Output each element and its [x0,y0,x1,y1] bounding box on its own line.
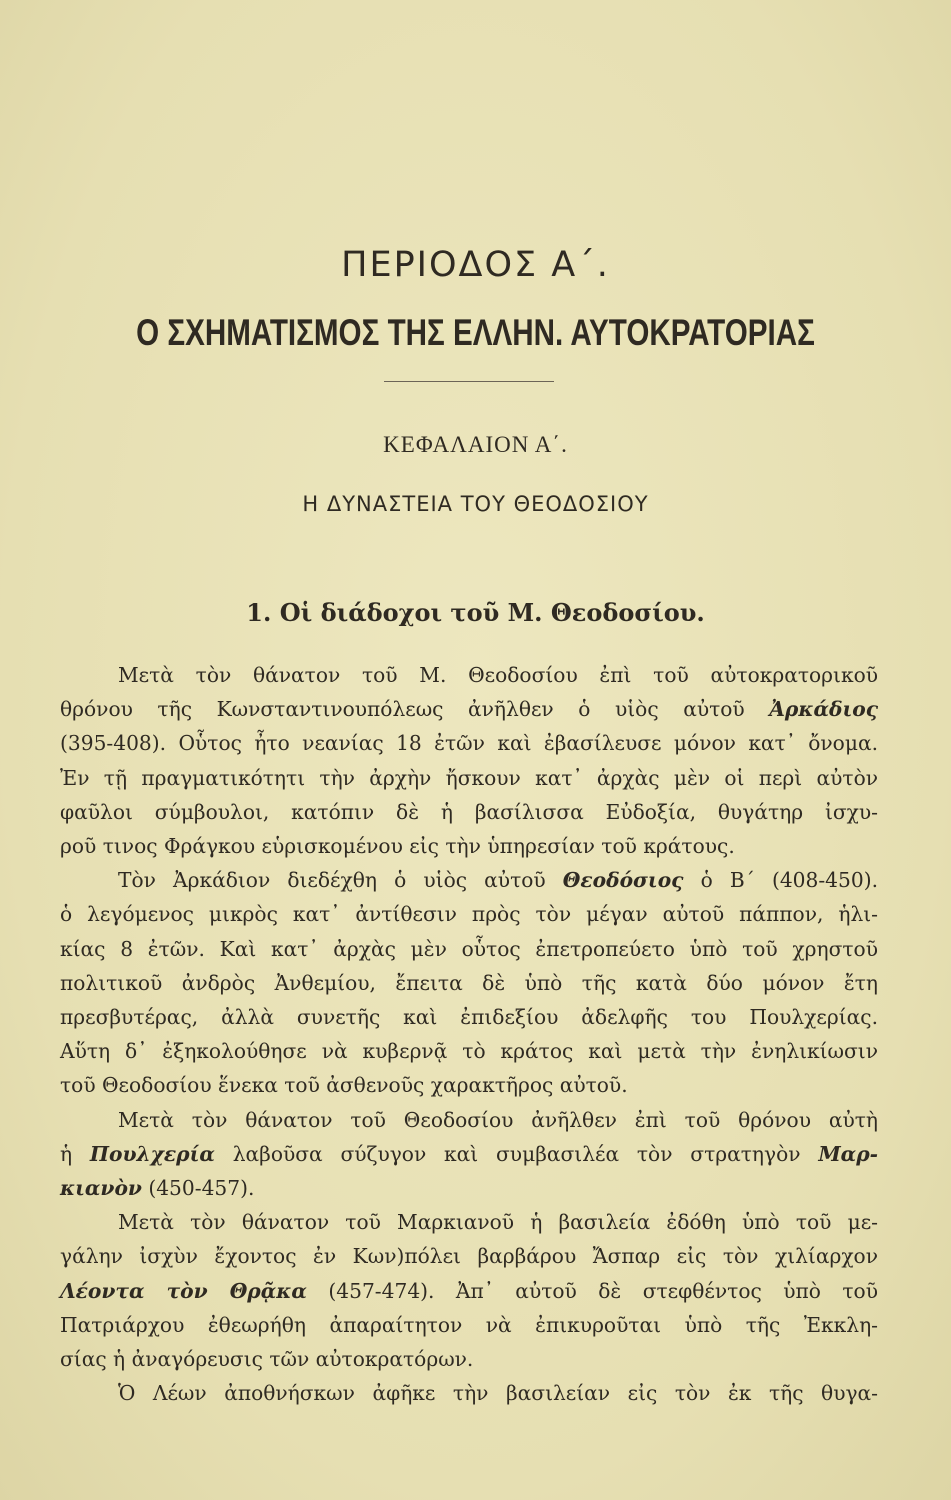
text-line: φαῦλοι σύμβουλοι, κατόπιν δὲ ἡ βασίλισσα Εὐδοξία, θυγάτηρ ἰσχυ- [60,799,878,824]
paragraph-1 [60,658,878,863]
text-line: Μετὰ τὸν θάνατον τοῦ Μ. Θεοδοσίου ἐπὶ τοῦ αὐτοκρατορικοῦ [118,663,878,687]
period-heading: ΠΕΡΙΟΔΟΣ Α΄. [341,245,610,285]
text-line: σίας ἡ ἀναγόρευσις τῶν αὐτοκρατόρων. [60,1347,474,1372]
text-line: Πατριάρχου ἐθεωρήθη ἀπαραίτητον νὰ ἐπικυροῦται ὑπὸ τῆς Ἐκκλη- [60,1312,878,1337]
person-name: Μαρ- [818,1141,879,1166]
paragraph-4 [60,1205,878,1376]
text-line: Μετὰ τὸν θάνατον τοῦ Θεοδοσίου ἀνῆλθεν ἐπὶ τοῦ θρόνου αὐτὴ [118,1107,878,1132]
text-line: Λέοντα τὸν Θρᾷκα (457-474). Ἀπ᾽ αὐτοῦ δὲ στεφθέντος ὑπὸ τοῦ [60,1278,878,1303]
text-line: ὁ λεγόμενος μικρὸς κατ᾽ ἀντίθεσιν πρὸς τὸν μέγαν αὐτοῦ πάππον, ἡλι- [60,902,878,927]
text-line: κίας 8 ἐτῶν. Καὶ κατ᾽ ἀρχὰς μὲν οὗτος ἐπετροπεύετο ὑπὸ τοῦ χρηστοῦ [60,936,878,961]
person-name: Λέοντα τὸν Θρᾷκα [60,1278,307,1303]
chapter-heading: ΚΕΦΑΛΑΙΟΝ Α΄. [383,432,568,457]
body-text [60,658,878,1410]
text-line: κιανὸν (450-457). [60,1176,255,1201]
dynasty-heading: Η ΔΥΝΑΣΤΕΙΑ ΤΟΥ ΘΕΟΔΟΣΙΟΥ [302,492,649,516]
text-line: Ἐν τῇ πραγματικότητι τὴν ἀρχὴν ἤσκουν κατ᾽ ἀρχὰς μὲν οἱ περὶ αὐτὸν [60,765,878,790]
paragraph-5 [60,1376,878,1410]
text-line: Τὸν Ἀρκάδιον διεδέχθη ὁ υἱὸς αὐτοῦ Θεοδόσιος ὁ Β΄ (408-450). [118,868,878,893]
text-line: τοῦ Θεοδοσίου ἕνεκα τοῦ ἀσθενοῦς χαρακτῆρος αὐτοῦ. [60,1073,628,1098]
person-name: Θεοδόσιος [562,868,684,893]
divider-rule [384,381,554,382]
person-name: Πουλχερία [89,1141,215,1166]
text-line: Αὕτη δ᾽ ἐξηκολούθησε νὰ κυβερνᾷ τὸ κράτος καὶ μετὰ τὴν ἐνηλικίωσιν [60,1039,878,1064]
paragraph-3 [60,1103,878,1206]
text-line: Μετὰ τὸν θάνατον τοῦ Μαρκιανοῦ ἡ βασιλεία ἐδόθη ὑπὸ τοῦ με- [118,1210,878,1235]
text-line: πρεσβυτέρας, ἀλλὰ συνετῆς καὶ ἐπιδεξίου ἀδελφῆς του Πουλχερίας. [60,1005,878,1030]
text-line: πολιτικοῦ ἀνδρὸς Ἀνθεμίου, ἔπειτα δὲ ὑπὸ τῆς κατὰ δύο μόνον ἔτη [60,970,878,995]
paragraph-2 [60,863,878,1102]
part-title: Ο ΣΧΗΜΑΤΙΣΜΟΣ ΤΗΣ ΕΛΛΗΝ. ΑΥΤΟΚΡΑΤΟΡΙΑΣ [136,312,815,353]
text-line: γάλην ἰσχὺν ἔχοντος ἐν Κων)πόλει βαρβάρου Ἄσπαρ εἰς τὸν χιλίαρχον [60,1244,878,1269]
section-heading: 1. Οἱ διάδοχοι τοῦ Μ. Θεοδοσίου. [246,598,705,627]
text-line: θρόνου τῆς Κωνσταντινουπόλεως ἀνῆλθεν ὁ υἱὸς αὐτοῦ Ἀρκάδιος [60,697,878,722]
text-line: ροῦ τινος Φράγκου εὑρισκομένου εἰς τὴν ὑπηρεσίαν τοῦ κράτους. [60,834,735,859]
person-name: κιανὸν [60,1176,142,1201]
person-name: Ἀρκάδιος [769,697,878,722]
text-line: ἡ Πουλχερία λαβοῦσα σύζυγον καὶ συμβασιλέα τὸν στρατηγὸν Μαρ- [60,1141,879,1166]
text-line: (395-408). Οὗτος ἦτο νεανίας 18 ἐτῶν καὶ ἐβασίλευσε μόνον κατ᾽ ὄνομα. [60,731,878,756]
text-line: Ὁ Λέων ἀποθνήσκων ἀφῆκε τὴν βασιλείαν εἰς τὸν ἐκ τῆς θυγα- [118,1381,878,1406]
